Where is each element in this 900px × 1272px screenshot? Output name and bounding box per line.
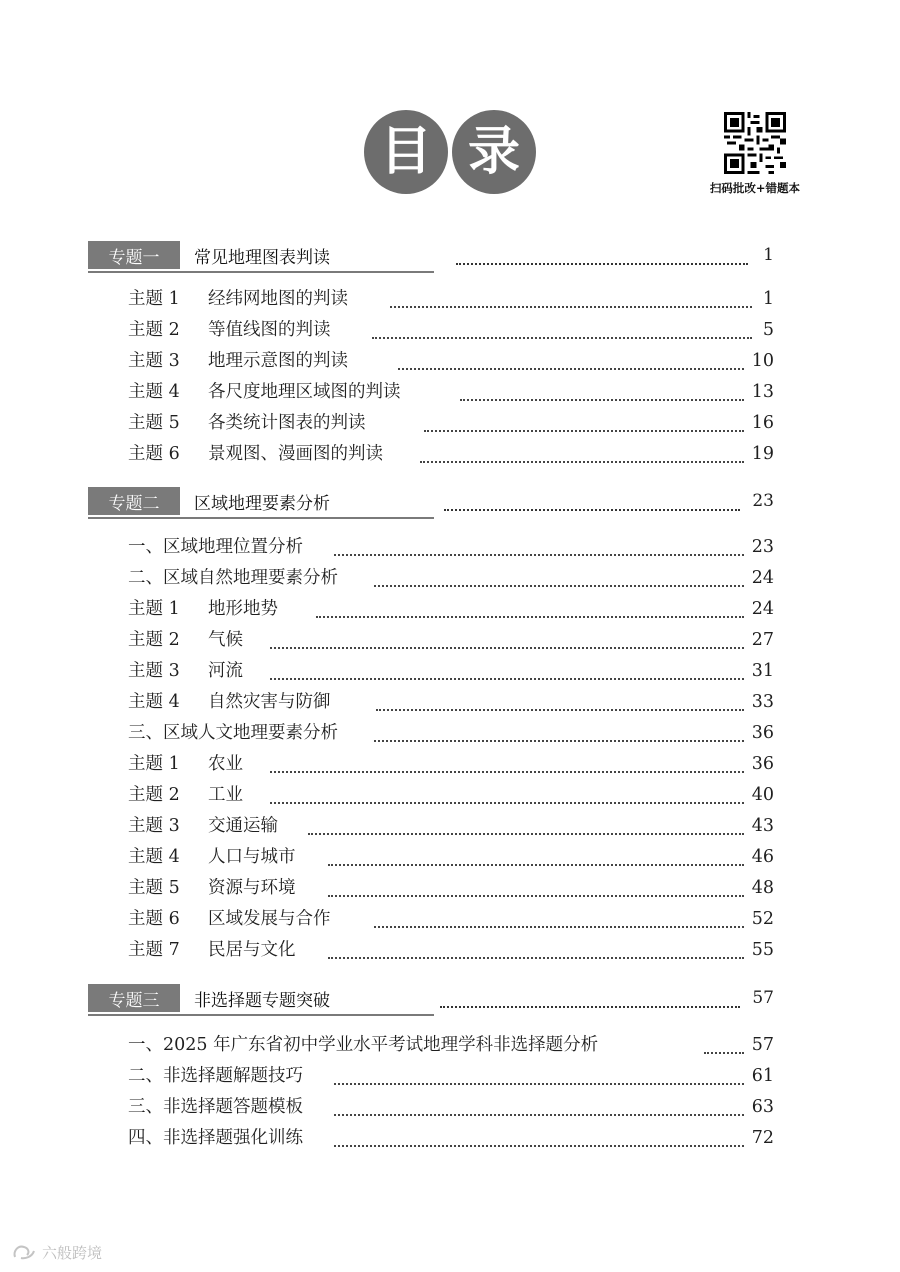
section-underline: [88, 517, 434, 519]
dot-leader: [328, 955, 744, 959]
toc-entry[interactable]: [128, 719, 774, 747]
dot-leader: [316, 614, 744, 618]
entry-title: 气候: [208, 630, 243, 650]
section-header-1[interactable]: [88, 241, 774, 269]
page-number: 40: [751, 785, 774, 805]
page-number: 43: [751, 816, 774, 836]
topic-label: 主题 1: [128, 289, 180, 309]
topic-label: 主题 6: [128, 909, 180, 929]
dot-leader: [328, 893, 744, 897]
qr-code-icon[interactable]: [724, 112, 786, 174]
entry-title: 交通运输: [208, 816, 278, 836]
toc-entry[interactable]: [128, 1093, 774, 1121]
page-number: 1: [763, 245, 774, 265]
page-number: 23: [751, 537, 774, 557]
page-number: 23: [752, 491, 774, 511]
toc-entry[interactable]: [128, 874, 774, 902]
dot-leader: [374, 583, 744, 587]
page-number: 48: [751, 878, 774, 898]
toc-entry[interactable]: [128, 936, 774, 964]
page-number: 5: [762, 320, 774, 340]
entry-title: 等值线图的判读: [208, 320, 331, 340]
page-number: 36: [751, 723, 774, 743]
topic-label: 主题 3: [128, 351, 180, 371]
dot-leader: [372, 335, 752, 339]
toc-entry[interactable]: [128, 781, 774, 809]
toc-entry[interactable]: [128, 657, 774, 685]
entry-title: 自然灾害与防御: [208, 692, 331, 712]
topic-label: 主题 5: [128, 413, 180, 433]
entry-title: 农业: [208, 754, 243, 774]
qr-block[interactable]: [700, 112, 810, 196]
topic-label: 主题 2: [128, 630, 180, 650]
topic-label: 主题 2: [128, 320, 180, 340]
toc-entry[interactable]: [128, 564, 774, 592]
topic-label: 主题 6: [128, 444, 180, 464]
page-number: 63: [751, 1097, 774, 1117]
entry-title: 三、区域人文地理要素分析: [128, 723, 338, 743]
dot-leader: [420, 459, 744, 463]
section-tag: 专题二: [88, 487, 180, 515]
dot-leader: [270, 769, 744, 773]
section-title: 非选择题专题突破: [194, 990, 330, 1011]
watermark-logo-icon: [12, 1243, 36, 1261]
toc-entry[interactable]: [128, 595, 774, 623]
dot-leader: [390, 304, 752, 308]
section-header-3[interactable]: [88, 984, 774, 1012]
section-title: 区域地理要素分析: [194, 493, 330, 514]
toc-entry[interactable]: [128, 1062, 774, 1090]
topic-label: 主题 1: [128, 754, 180, 774]
qr-caption: 扫码批改+错题本: [709, 181, 801, 195]
dot-leader: [270, 645, 744, 649]
page-number: 19: [751, 444, 774, 464]
toc-entry[interactable]: [128, 316, 774, 344]
title-char-2: 录: [452, 110, 536, 194]
toc-entry[interactable]: [128, 812, 774, 840]
page-number: 13: [751, 382, 774, 402]
entry-title: 人口与城市: [208, 847, 296, 867]
toc-entry[interactable]: [128, 409, 774, 437]
watermark: [12, 1240, 102, 1264]
topic-label: 主题 4: [128, 692, 180, 712]
dot-leader: [334, 552, 744, 556]
toc-entry[interactable]: [128, 750, 774, 778]
toc-title: [364, 110, 534, 196]
section-underline: [88, 271, 434, 273]
dot-leader: [460, 397, 744, 401]
section-underline: [88, 1014, 434, 1016]
toc-entry[interactable]: [128, 378, 774, 406]
watermark-text: 六般跨境: [42, 1243, 103, 1262]
dot-leader: [334, 1081, 744, 1085]
section-tag: 专题三: [88, 984, 180, 1012]
page-number: 72: [751, 1128, 774, 1148]
page-number: 36: [751, 754, 774, 774]
toc-entry[interactable]: [128, 843, 774, 871]
page-number: 57: [752, 988, 774, 1008]
entry-title: 民居与文化: [208, 940, 296, 960]
dot-leader: [334, 1143, 744, 1147]
entry-title: 四、非选择题强化训练: [128, 1128, 303, 1148]
page-number: 52: [751, 909, 774, 929]
topic-label: 主题 3: [128, 816, 180, 836]
topic-label: 主题 4: [128, 847, 180, 867]
dot-leader: [328, 862, 744, 866]
toc-entry[interactable]: [128, 626, 774, 654]
entry-title: 一、区域地理位置分析: [128, 537, 303, 557]
topic-label: 主题 2: [128, 785, 180, 805]
page-number: 24: [751, 599, 774, 619]
page-number: 24: [751, 568, 774, 588]
dot-leader: [334, 1112, 744, 1116]
page-number: 57: [751, 1035, 774, 1055]
page-number: 55: [751, 940, 774, 960]
dot-leader: [444, 507, 740, 511]
topic-label: 主题 7: [128, 940, 180, 960]
section-tag: 专题一: [88, 241, 180, 269]
entry-title: 一、2025 年广东省初中学业水平考试地理学科非选择题分析: [128, 1035, 599, 1055]
entry-title: 经纬网地图的判读: [208, 289, 348, 309]
page-number: 10: [751, 351, 774, 371]
page-number: 31: [751, 661, 774, 681]
entry-title: 各类统计图表的判读: [208, 413, 366, 433]
dot-leader: [424, 428, 744, 432]
dot-leader: [376, 707, 744, 711]
page-number: 61: [751, 1066, 774, 1086]
dot-leader: [270, 676, 744, 680]
dot-leader: [440, 1004, 740, 1008]
section-header-2[interactable]: [88, 487, 774, 515]
entry-title: 地理示意图的判读: [208, 351, 348, 371]
entry-title: 三、非选择题答题模板: [128, 1097, 303, 1117]
toc-entry[interactable]: [128, 1124, 774, 1152]
page-number: 16: [751, 413, 774, 433]
entry-title: 河流: [208, 661, 243, 681]
entry-title: 各尺度地理区域图的判读: [208, 382, 401, 402]
dot-leader: [270, 800, 744, 804]
topic-label: 主题 1: [128, 599, 180, 619]
toc-entry[interactable]: [128, 905, 774, 933]
toc-entry[interactable]: [128, 533, 774, 561]
dot-leader: [456, 261, 748, 265]
entry-title: 工业: [208, 785, 243, 805]
toc-entry[interactable]: [128, 1031, 774, 1059]
entry-title: 资源与环境: [208, 878, 296, 898]
dot-leader: [374, 738, 744, 742]
title-char-1: 目: [364, 110, 448, 194]
page-number: 1: [762, 289, 774, 309]
toc-entry[interactable]: [128, 285, 774, 313]
toc-entry[interactable]: [128, 440, 774, 468]
topic-label: 主题 4: [128, 382, 180, 402]
dot-leader: [704, 1050, 744, 1054]
dot-leader: [398, 366, 744, 370]
entry-title: 区域发展与合作: [208, 909, 331, 929]
entry-title: 地形地势: [208, 599, 278, 619]
dot-leader: [308, 831, 744, 835]
page-number: 46: [751, 847, 774, 867]
entry-title: 二、非选择题解题技巧: [128, 1066, 303, 1086]
section-title: 常见地理图表判读: [194, 247, 330, 268]
page-number: 33: [751, 692, 774, 712]
entry-title: 二、区域自然地理要素分析: [128, 568, 338, 588]
topic-label: 主题 3: [128, 661, 180, 681]
toc-entry[interactable]: [128, 347, 774, 375]
toc-entry[interactable]: [128, 688, 774, 716]
entry-title: 景观图、漫画图的判读: [208, 444, 383, 464]
page-number: 27: [751, 630, 774, 650]
dot-leader: [374, 924, 744, 928]
topic-label: 主题 5: [128, 878, 180, 898]
